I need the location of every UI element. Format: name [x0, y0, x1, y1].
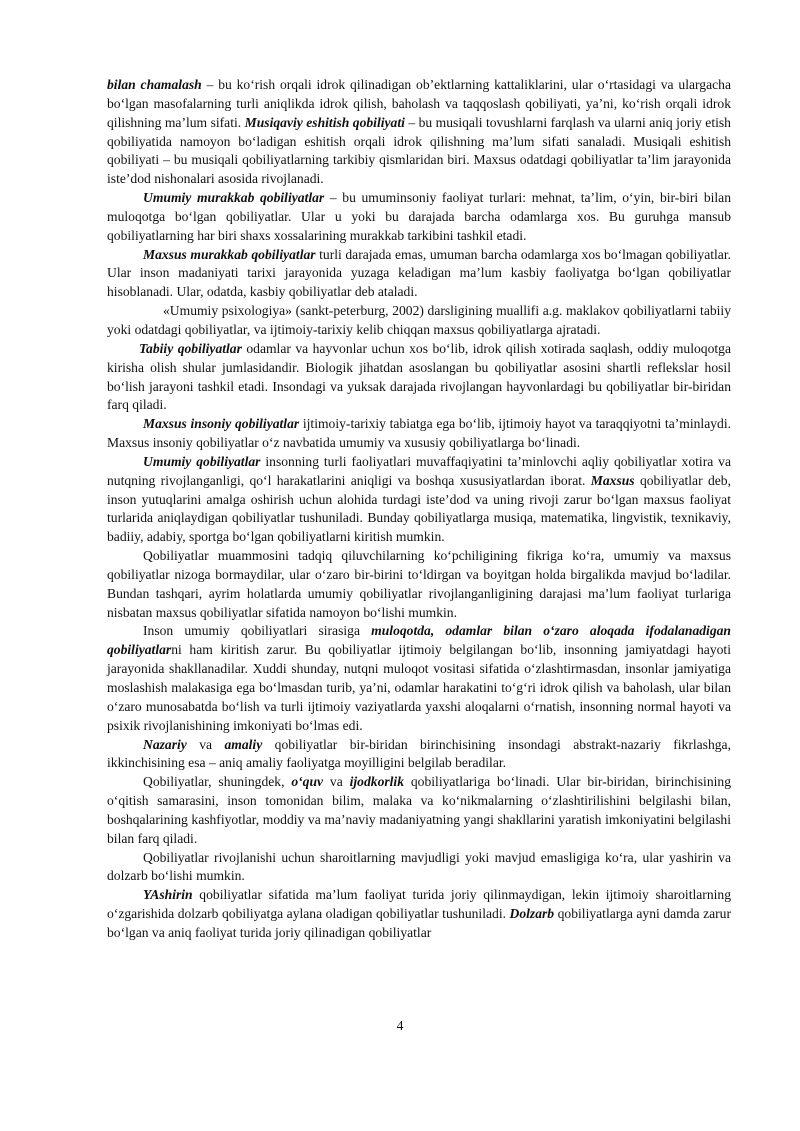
text-run: Qobiliyatlar muammosini tadqiq qiluvchilarning ko‘pchiligining fikriga ko‘ra, umumiy va maxsus qobiliyatlar nizoga bormaydilar, ular o‘zaro bir-birini to‘ldirgan va boyitgan holda birgalikda mavjud bo‘ladilar. Bundan tashqari, ayrim holatlarda umumiy qobiliyatlar rivojlanganligining darajasi ma’lum faoliyat turlariga nisbatan maxsus qobiliyatlar sifatida namoyon bo‘lishi mumkin.	[107, 548, 731, 620]
paragraph	[107, 76, 731, 189]
term-emphasis: Nazariy	[143, 736, 187, 752]
text-run: ni ham kiritish zarur. Bu qobiliyatlar ijtimoiy belgilangan bo‘lib, insonning jamiyatdagi hayoti jarayonida shakllanadilar. Xuddi shunday, nutqni muloqot vositasi sifatida o‘zlashtirmasdan, insonlar jamiyatiga moslashish malakasiga ega bo‘lmasdan turib, ya’ni, odamlar harakatini to‘g‘ri idrok qilish va baholash, ular bilan o‘zaro munosabatda bo‘lish va turli ijtimoiy vaziyatlarda yaxshi aloqalarni o‘rnatish, insonning normal hayoti va psixik rivojlanishining imkoniyati bo‘lmas edi.	[107, 642, 731, 733]
paragraph	[107, 302, 731, 340]
text-run: Inson umumiy qobiliyatlari sirasiga	[143, 623, 372, 639]
term-emphasis: muloqotda, odamlar bilan o‘zaro aloqada ifodalanadigan qobiliyatlar	[107, 623, 731, 658]
text-run: «Umumiy psixologiya» (sankt-peterburg, 2002) darsligining muallifi a.g. maklakov qobiliyatlarni tabiiy yoki odatdagi qobiliyatlar, va ijtimoiy-tarixiy kelib chiqqan maxsus qobiliyatlarga ajratadi.	[107, 303, 731, 337]
paragraph	[107, 340, 731, 415]
text-run: ijtimoiy-tarixiy tabiatga ega bo‘lib, ijtimoiy hayot va taraqqiyotni ta’minlaydi. Maxsus insoniy qobiliyatlar o‘z navbatida umumiy va xususiy qobiliyatlarga bo‘linadi.	[107, 416, 731, 451]
text-run: – bu umuminsoniy faoliyat turlari: mehnat, ta’lim, o‘yin, bir-biri bilan muloqotga bo‘lgan qobiliyatlar. Ular u yoki bu darajada barcha odamlarga xos. Bu guruhga mansub qobiliyatlarning har biri shaxs xossalarining murakkab tarkibini tashkil etadi.	[107, 190, 732, 243]
paragraph	[107, 547, 731, 622]
term-emphasis: YAshirin	[143, 887, 193, 903]
term-emphasis: amaliy	[224, 736, 263, 752]
term-emphasis: bilan chamalash	[107, 77, 202, 92]
text-run: insonning turli faoliyatlari muvaffaqiyatini ta’minlovchi aqliy qobiliyatlar xotira va nutqning rivojlanganligi, qo‘l harakatlarini aniqligi va boshqa xususiyatlardan iborat.	[107, 453, 731, 488]
text-run: qobiliyatlar deb, inson yutuqlarini amalga oshirish uchun alohida turdagi iste’dod va uning rivoji zarur bo‘lgan maxsus faoliyat turlarida aniqlaydigan qobiliyatlar tushuniladi. Bunday qobiliyatlarga musiqa, matematika, lingvistik, texnikaviy, badiiy, adabiy, sportga bo‘lgan qobiliyatlarni kiritish mumkin.	[107, 472, 731, 545]
paragraph	[107, 773, 731, 848]
text-run: qobiliyatlar sifatida ma’lum faoliyat turida joriy qilinmaydigan, lekin ijtimoiy sharoitlarning o‘zgarishida dolzarb qobiliyatga aylana oladigan qobiliyatlar tushuniladi.	[107, 887, 731, 922]
text-run: odamlar va hayvonlar uchun xos bo‘lib, idrok qilish xotirada saqlash, oddiy muloqotga kirisha olish shular jumlasidandir. Biologik jihatdan asoslangan bu qobiliyatlar asosini shartli reflekslar hosil bo‘lish jarayoni tashkil etadi. Insondagi va yuksak darajada rivojlangan hayvonlardagi bu qobiliyatlar bir-biridan farq qiladi.	[107, 340, 732, 413]
paragraph	[107, 849, 731, 887]
text-run: va	[186, 736, 225, 752]
paragraph	[107, 886, 731, 943]
paragraph	[107, 189, 731, 246]
term-emphasis: Maxsus murakkab qobiliyatlar	[143, 246, 316, 262]
text-run: qobiliyatlarga ayni damda zarur bo‘lgan va aniq faoliyat turida joriy qilinadigan qobiliyatlar	[107, 906, 732, 940]
body-text	[107, 76, 731, 943]
text-run: qobiliyatlar bir-biridan birinchisining insondagi abstrakt-nazariy fikrlashga, ikkinchisining esa – aniq amaliy faoliyatga moyilligini belgilab beradilar.	[107, 736, 731, 771]
text-run: va	[323, 774, 350, 790]
term-emphasis: Maxsus insoniy qobiliyatlar	[143, 416, 300, 432]
paragraph	[107, 736, 731, 774]
text-run: Qobiliyatlar, shuningdek,	[143, 774, 292, 790]
text-run: – bu ko‘rish orqali idrok qilinadigan ob’ektlarning kattaliklarini, ular o‘rtasidagi va ulargacha bo‘lgan masofalarning turli aniqlikda idrok qilish, baholash va taqqoslash qobiliyati, ya’ni, ko‘rish orqali idrok qilishning ma’lum sifati.	[107, 77, 731, 130]
term-emphasis: Tabiiy qobiliyatlar	[139, 340, 242, 356]
term-emphasis: Musiqaviy eshitish qobiliyati	[244, 114, 405, 130]
page-number: 4	[396, 1018, 404, 1033]
text-run: – bu musiqali tovushlarni farqlash va ularni aniq joriy etish qobiliyatida namoyon bo‘ladigan eshitish orqali idrok qilishning ma’lum sifati sanaladi. Musiqali eshitish qobiliyati – bu musiqali qobiliyatlarning tarkibiy qismlaridan biri. Maxsus odatdagi qobiliyatlar ta’lim jarayonida iste’dod nishonalari asosida rivojlanadi.	[107, 114, 731, 187]
text-run: turli darajada emas, umuman barcha odamlarga xos bo‘lmagan qobiliyatlar. Ular inson madaniyati tarixi jarayonida yuzaga keladigan ma’lum kasbiy faoliyatga bo‘lgan qobiliyatlar hisoblanadi. Ular, odatda, kasbiy qobiliyatlar deb ataladi.	[107, 246, 731, 300]
term-emphasis: ijodkorlik	[349, 774, 405, 790]
term-emphasis: o‘quv	[291, 774, 324, 790]
term-emphasis: Umumiy qobiliyatlar	[143, 453, 261, 469]
text-run: Qobiliyatlar rivojlanishi uchun sharoitlarning mavjudligi yoki mavjud emasligiga ko‘ra, ular yashirin va dolzarb bo‘lishi mumkin.	[107, 849, 731, 884]
paragraph	[107, 246, 731, 303]
text-run: qobiliyatlariga bo‘linadi. Ular bir-biridan, birinchisining o‘qitish samarasini, inson tomonidan bilim, malaka va ko‘nikmalarning o‘zlashtirilishini belgilashi bilan, boshqalarining kashfiyotlar, moddiy va ma’naviy madaniyatning yangi shakllarini yaratish imkoniyatini belgilashi bilan farq qiladi.	[107, 774, 731, 846]
term-emphasis: Dolzarb	[509, 906, 555, 922]
paragraph	[107, 415, 731, 453]
term-emphasis: Umumiy murakkab qobiliyatlar	[143, 190, 325, 206]
paragraph	[107, 453, 731, 547]
paragraph	[107, 622, 731, 735]
term-emphasis: Maxsus	[590, 472, 635, 488]
